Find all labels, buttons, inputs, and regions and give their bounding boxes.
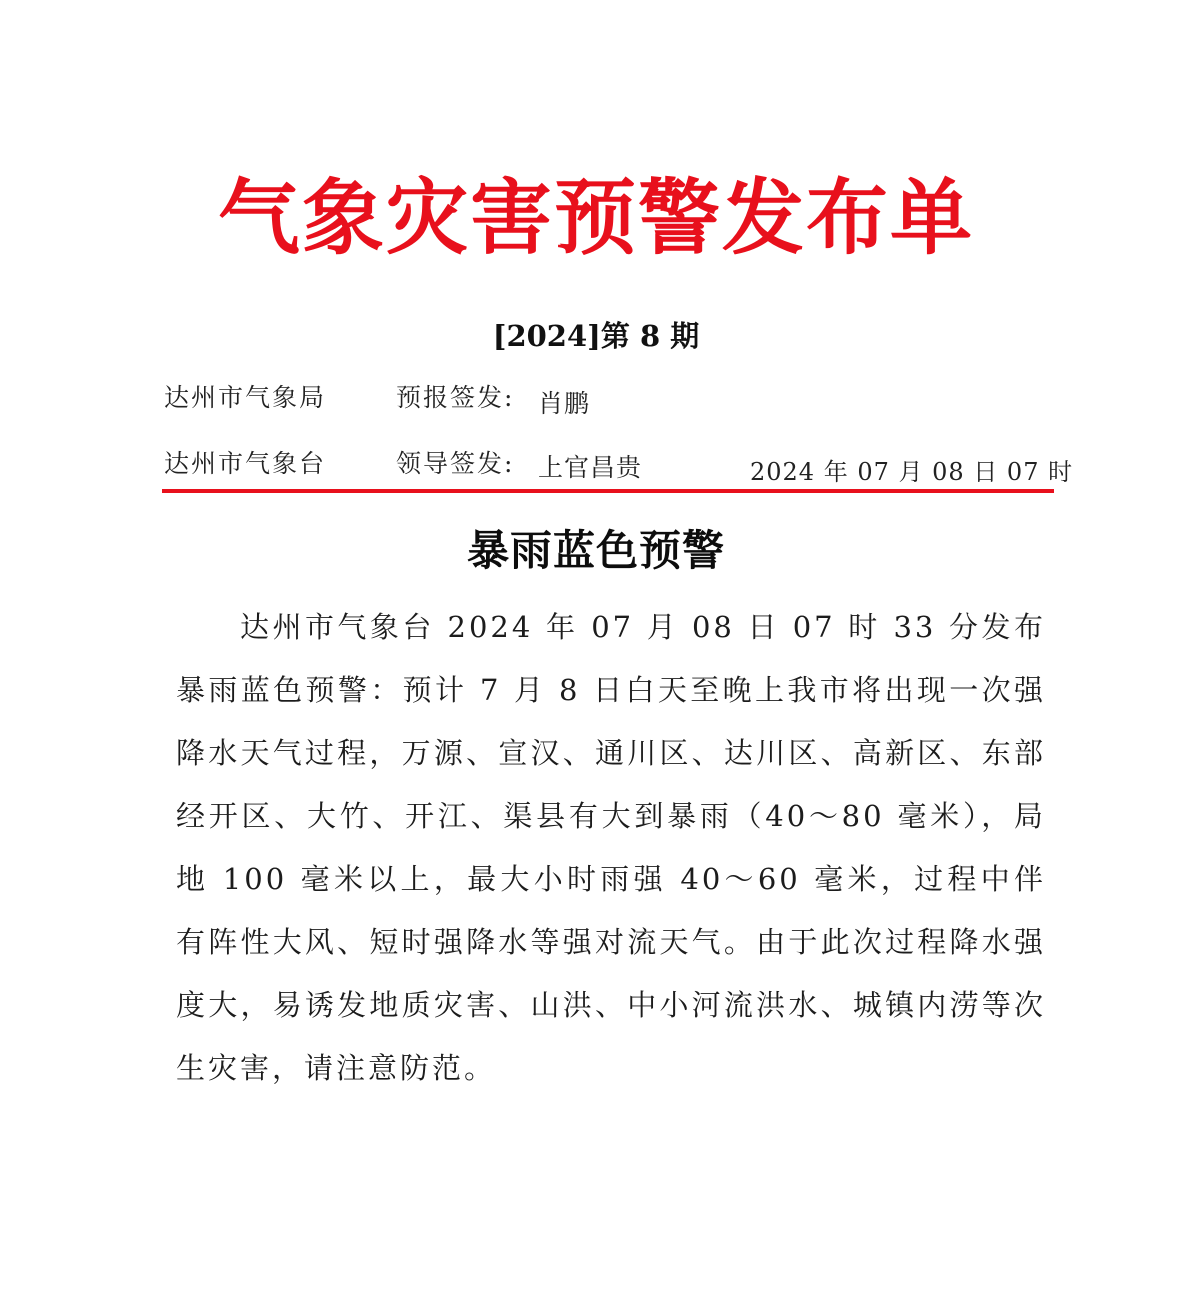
issuer-org: 达州市气象局 [164,383,327,412]
issue-date: 2024 年 07 月 08 日 07 时 [750,458,1074,486]
issuer-row-forecast [0,378,1192,418]
warning-body-paragraph: 达州市气象台 2024 年 07 月 08 日 07 时 33 分发布暴雨蓝色预警：预计 7 月 8 日白天至晚上我市将出现一次强降水天气过程，万源、宣汉、通川区、达川区、高新区、东部经开区、大竹、开江、渠县有大到暴雨（40～80 毫米），局地 100 毫米以上，最大小时雨强 40～60 毫米，过程中伴有阵性大风、短时强降水等强对流天气。由于此次过程降水强度大，易诱发地质灾害、山洪、中小河流洪水、城镇内涝等次生灾害，请注意防范。 [176,610,1046,1085]
signoff-name: 肖鹏 [538,389,591,418]
header-divider [162,489,1054,493]
masthead-title: 气象灾害预警发布单 [217,170,974,266]
warning-headline: 暴雨蓝色预警 [466,526,725,575]
issuer-org: 达州市气象台 [164,449,327,478]
issue-number: [2024]第 8 期 [492,319,700,353]
signoff-label: 预报签发: [396,383,515,412]
signoff-label: 领导签发: [396,449,515,478]
signoff-name: 上官昌贵 [538,453,643,482]
issuer-row-leader [0,444,1192,484]
